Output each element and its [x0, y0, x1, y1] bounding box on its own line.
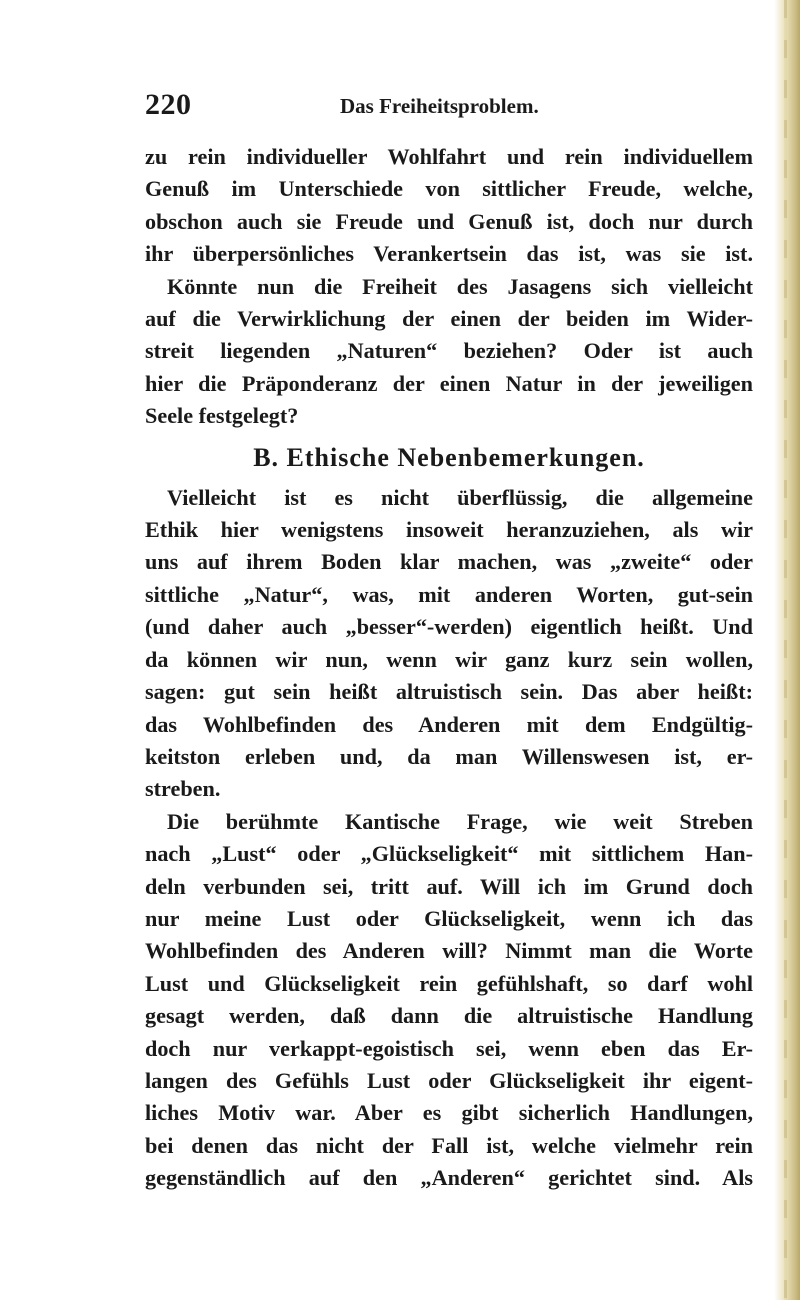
text-line: Genuß im Unterschiede von sittlicher Freude, welche,	[145, 176, 753, 202]
text-line: sagen: gut sein heißt altruistisch sein. Das aber heißt:	[145, 679, 753, 705]
page-number: 220	[145, 88, 192, 121]
text-line: keitston erleben und, da man Willenswesen ist, er-	[145, 743, 753, 769]
text-line: gesagt werden, daß dann die altruistische Handlung	[145, 1003, 753, 1029]
text-line: nach „Lust“ oder „Glückseligkeit“ mit sittlichem Han-	[145, 841, 753, 867]
text-line: bei denen das nicht der Fall ist, welche vielmehr rein	[145, 1132, 753, 1158]
running-title: Das Freiheitsproblem.	[340, 94, 539, 118]
paragraph-3	[145, 806, 753, 1195]
page-edge-discoloration	[774, 0, 800, 1300]
text-line: auf die Verwirklichung der einen der beiden im Wider-	[145, 306, 753, 332]
text-line: Wohlbefinden des Anderen will? Nimmt man die Worte	[145, 938, 753, 964]
text-line: uns auf ihrem Boden klar machen, was „zweite“ oder	[145, 549, 753, 575]
text-line: Lust und Glückseligkeit rein gefühlshaft, so darf wohl	[145, 970, 753, 996]
text-line: (und daher auch „besser“-werden) eigentlich heißt. Und	[145, 614, 753, 640]
text-line: doch nur verkappt-egoistisch sei, wenn eben das Er-	[145, 1035, 753, 1061]
text-line: zu rein individueller Wohlfahrt und rein individuellem	[145, 144, 753, 169]
text-line: liches Motiv war. Aber es gibt sicherlich Handlungen,	[145, 1100, 753, 1126]
text-line: sittliche „Natur“, was, mit anderen Worten, gut-sein	[145, 581, 753, 607]
text-line: da können wir nun, wenn wir ganz kurz sein wollen,	[145, 646, 753, 672]
text-line: gegenständlich auf den „Anderen“ gerichtet sind. Als	[145, 1165, 753, 1191]
text-line: deln verbunden sei, tritt auf. Will ich im Grund doch	[145, 873, 753, 899]
page-body	[145, 141, 753, 1195]
text-line: hier die Präponderanz der einen Natur in der jeweiligen	[145, 370, 753, 396]
text-line: Die berühmte Kantische Frage, wie weit Streben	[167, 808, 753, 834]
text-line: Könnte nun die Freiheit des Jasagens sich vielleicht	[167, 273, 753, 299]
text-line: Seele festgelegt?	[145, 403, 299, 429]
text-line: langen des Gefühls Lust oder Glückseligkeit ihr eigent-	[145, 1067, 753, 1093]
text-line: das Wohlbefinden des Anderen mit dem Endgültig-	[145, 711, 753, 737]
text-line: streben.	[145, 776, 221, 802]
text-line: Ethik hier wenigstens insoweit heranzuziehen, als wir	[145, 517, 753, 543]
text-line: ihr überpersönliches Verankertsein das ist, was sie ist.	[145, 241, 753, 267]
section-heading: B. Ethische Nebenbemerkungen.	[253, 442, 645, 472]
text-line: nur meine Lust oder Glückseligkeit, wenn ich das	[145, 905, 753, 931]
running-header	[145, 88, 705, 128]
text-line: Vielleicht ist es nicht überflüssig, die allgemeine	[167, 484, 753, 510]
paragraph-2	[145, 482, 753, 806]
text-line: obschon auch sie Freude und Genuß ist, doch nur durch	[145, 208, 753, 234]
paragraph-1	[145, 141, 753, 433]
text-line: streit liegenden „Naturen“ beziehen? Oder ist auch	[145, 338, 753, 364]
